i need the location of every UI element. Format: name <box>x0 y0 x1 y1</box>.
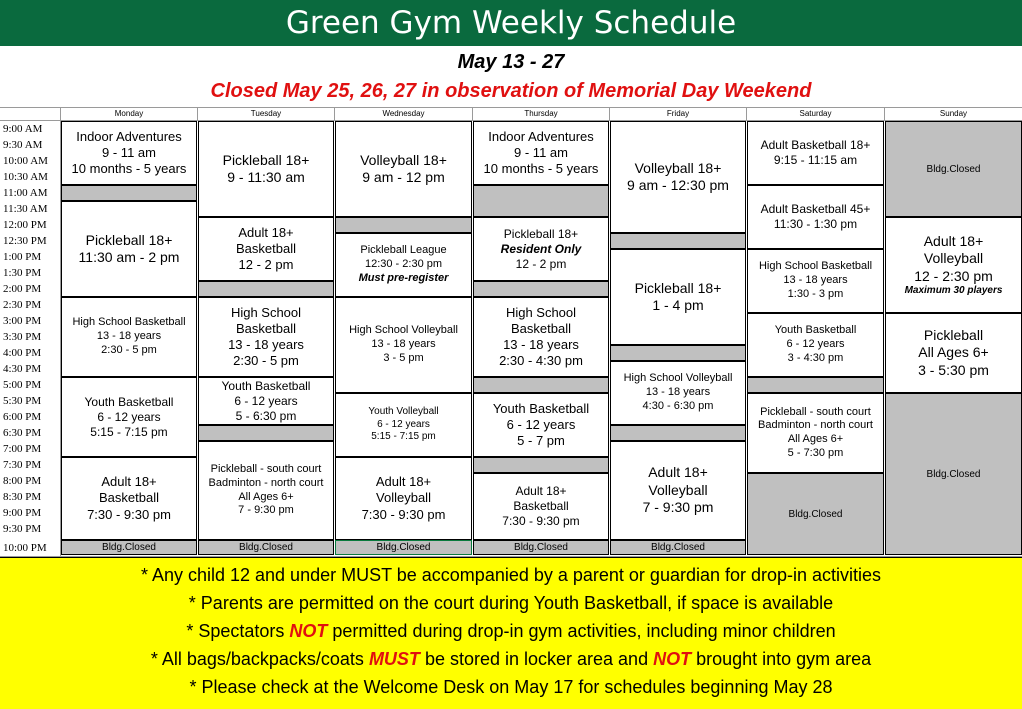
event-age: 6 - 12 years <box>506 416 576 432</box>
time-label: 10:00 AM <box>3 155 48 167</box>
event-age: All Ages 6+ <box>238 490 294 503</box>
time-label: 7:30 PM <box>3 459 42 471</box>
event-title: Pickleball - south court <box>210 463 322 475</box>
event-time: 12:30 - 2:30 pm <box>364 258 443 271</box>
event-title: Youth Volleyball <box>368 406 439 418</box>
event-monday-youth-basketball <box>61 377 197 457</box>
gap-block <box>198 281 334 297</box>
event-friday-pickleball <box>610 249 746 345</box>
event-title: Youth Basketball <box>84 394 174 409</box>
event-wednesday-youth-volleyball <box>335 393 472 457</box>
event-title: Pickleball <box>923 326 984 343</box>
bldg-closed-wednesday: Bldg.Closed <box>335 540 472 555</box>
event-time: 5:15 - 7:15 pm <box>90 424 168 439</box>
time-label: 8:30 PM <box>3 491 42 503</box>
event-wednesday-volleyball <box>335 121 472 217</box>
event-saturday-adult-basketball-45 <box>747 185 884 249</box>
note-emphasis: MUST <box>368 649 420 669</box>
event-tuesday-pickleball <box>198 121 334 217</box>
time-label: 2:30 PM <box>3 299 42 311</box>
event-wednesday-pickleball-league <box>335 233 472 297</box>
event-title: Volleyball 18+ <box>360 151 447 168</box>
event-time: 11:30 - 1:30 pm <box>773 217 858 231</box>
event-title: Youth Basketball <box>774 324 857 337</box>
event-time: 7:30 - 9:30 pm <box>87 506 171 522</box>
time-label: 6:00 PM <box>3 411 42 423</box>
note-bags <box>0 645 1022 673</box>
time-label: 10:00 PM <box>3 542 47 554</box>
event-title: Adult 18+ <box>648 464 708 481</box>
event-thursday-youth-basketball <box>473 393 609 457</box>
event-thursday-indoor-adventures <box>473 121 609 185</box>
event-age: 13 - 18 years <box>228 337 304 352</box>
event-tuesday-youth-basketball <box>198 377 334 425</box>
gap-block <box>747 377 884 393</box>
bldg-closed-thursday: Bldg.Closed <box>473 540 609 555</box>
note-child-supervision: * Any child 12 and under MUST be accompanied by a parent or guardian for drop-in activities <box>140 565 882 585</box>
event-age: 6 - 12 years <box>97 409 161 424</box>
event-sunday-pickleball <box>885 313 1022 393</box>
note-parents-court: * Parents are permitted on the court during Youth Basketball, if space is available <box>188 593 834 613</box>
event-time: 3 - 5 pm <box>383 351 424 364</box>
event-age: All Ages 6+ <box>918 344 989 361</box>
event-title: Pickleball 18+ <box>634 279 722 296</box>
day-header-sunday: Sunday <box>939 109 968 118</box>
event-monday-indoor-adventures <box>61 121 197 185</box>
schedule-grid <box>0 107 1022 557</box>
event-thursday-pickleball <box>473 217 609 281</box>
event-thursday-hs-basketball <box>473 297 609 377</box>
event-age: 13 - 18 years <box>503 337 579 352</box>
day-header-friday: Friday <box>666 109 690 118</box>
event-title: Pickleball 18+ <box>503 226 579 241</box>
event-title: Youth Basketball <box>221 378 311 393</box>
event-time: 9 am - 12:30 pm <box>627 177 729 193</box>
time-label: 11:30 AM <box>3 203 48 215</box>
gap-block <box>198 425 334 441</box>
day-header-saturday: Saturday <box>799 109 832 118</box>
event-age: 13 - 18 years <box>645 386 711 399</box>
event-time: 12 - 2 pm <box>515 256 567 271</box>
event-monday-adult-basketball <box>61 457 197 540</box>
bldg-closed-saturday-evening: Bldg.Closed <box>747 473 884 555</box>
event-title: Indoor Adventures <box>76 128 182 144</box>
event-time: 1:30 - 3 pm <box>787 287 844 300</box>
event-title: High School Basketball <box>758 260 873 273</box>
event-time: 12 - 2 pm <box>238 257 294 273</box>
event-friday-volleyball <box>610 121 746 233</box>
event-title: High School Basketball <box>72 316 186 329</box>
event-time: 7:30 - 9:30 pm <box>502 514 580 528</box>
event-title: Youth Basketball <box>492 400 590 416</box>
event-tuesday-pickleball-badminton <box>198 441 334 540</box>
day-header-wednesday: Wednesday <box>382 109 425 118</box>
event-title: High School <box>230 304 302 320</box>
time-label: 2:00 PM <box>3 283 42 295</box>
time-label: 3:30 PM <box>3 331 42 343</box>
gap-block <box>610 345 746 361</box>
event-time: 5 - 6:30 pm <box>235 408 297 423</box>
event-monday-pickleball <box>61 201 197 297</box>
event-title: Pickleball 18+ <box>222 151 310 168</box>
event-time: 12 - 2:30 pm <box>914 267 993 284</box>
event-age: 6 - 12 years <box>234 393 298 408</box>
event-title: Adult 18+ <box>923 232 984 249</box>
event-title: Pickleball - south court <box>760 405 871 418</box>
event-subtitle: Badminton - north court <box>758 419 873 432</box>
event-sport: Basketball <box>236 320 296 336</box>
event-sport: Basketball <box>99 490 159 506</box>
event-sunday-adult-volleyball <box>885 217 1022 313</box>
gap-block <box>473 185 609 217</box>
event-title: Adult Basketball 45+ <box>760 202 871 216</box>
event-title: Pickleball 18+ <box>85 231 173 248</box>
event-title: Pickleball League <box>360 244 447 257</box>
note-text: brought into gym area <box>691 649 872 669</box>
event-time: 5 - 7 pm <box>517 433 565 449</box>
gap-block <box>610 425 746 441</box>
notice-panel <box>0 557 1022 709</box>
event-monday-hs-basketball <box>61 297 197 377</box>
event-time: 7:30 - 9:30 pm <box>361 506 446 522</box>
time-label: 9:30 PM <box>3 523 42 535</box>
event-time: 1 - 4 pm <box>652 297 704 313</box>
event-friday-adult-volleyball <box>610 441 746 540</box>
gap-block <box>61 185 197 201</box>
event-tuesday-adult-basketball <box>198 217 334 281</box>
event-title: Adult 18+ <box>101 474 157 490</box>
event-age: 13 - 18 years <box>783 274 848 287</box>
bldg-closed-sunday-morning: Bldg.Closed <box>885 121 1022 217</box>
event-wednesday-hs-volleyball <box>335 297 472 393</box>
gap-block <box>473 457 609 473</box>
gap-block <box>473 281 609 297</box>
event-time: 7 - 9:30 pm <box>238 504 294 517</box>
event-time: 3 - 5:30 pm <box>918 361 989 378</box>
event-time: 5 - 7:30 pm <box>787 446 844 459</box>
time-label: 7:00 PM <box>3 443 42 455</box>
event-title: Adult 18+ <box>238 224 294 240</box>
event-wednesday-adult-volleyball <box>335 457 472 540</box>
date-range: May 13 - 27 <box>457 51 565 73</box>
event-time: 9:15 - 11:15 am <box>773 153 858 167</box>
event-age: All Ages 6+ <box>787 433 844 445</box>
event-saturday-hs-basketball <box>747 249 884 313</box>
time-label: 11:00 AM <box>3 187 48 199</box>
event-time: 2:30 - 5 pm <box>233 353 299 369</box>
event-title: Adult Basketball 18+ <box>760 138 871 152</box>
time-label: 3:00 PM <box>3 315 42 327</box>
time-label: 9:00 AM <box>3 123 43 135</box>
event-title: High School <box>505 304 577 320</box>
bldg-closed-sunday-evening: Bldg.Closed <box>885 393 1022 555</box>
event-sport: Basketball <box>236 240 296 256</box>
time-label: 1:30 PM <box>3 267 42 279</box>
note-spectators <box>0 617 1022 645</box>
time-label: 9:00 PM <box>3 507 42 519</box>
time-label: 12:30 PM <box>3 235 47 247</box>
time-label: 4:30 PM <box>3 363 42 375</box>
event-saturday-adult-basketball-18 <box>747 121 884 185</box>
bldg-closed-monday: Bldg.Closed <box>61 540 197 555</box>
event-time: 5:15 - 7:15 pm <box>371 431 436 443</box>
note-emphasis: NOT <box>653 649 692 669</box>
time-label: 8:00 PM <box>3 475 42 487</box>
bldg-closed-tuesday: Bldg.Closed <box>198 540 334 555</box>
time-label: 9:30 AM <box>3 139 43 151</box>
event-title: High School Volleyball <box>349 324 458 337</box>
closed-notice: Closed May 25, 26, 27 in observation of Memorial Day Weekend <box>210 80 812 102</box>
event-age: 13 - 18 years <box>96 330 162 343</box>
event-subtitle: Badminton - north court <box>208 476 324 489</box>
note-text: * Spectators <box>186 621 290 641</box>
note-welcome-desk: * Please check at the Welcome Desk on May 17 for schedules beginning May 28 <box>189 677 833 697</box>
event-time: 9 am - 12 pm <box>362 169 445 185</box>
event-age: 10 months - 5 years <box>483 161 599 177</box>
event-tuesday-hs-basketball <box>198 297 334 377</box>
note-text: permitted during drop-in gym activities, including minor children <box>327 621 836 641</box>
time-label: 6:30 PM <box>3 427 42 439</box>
event-thursday-adult-basketball <box>473 473 609 540</box>
event-sport: Volleyball <box>376 490 431 506</box>
event-time: 9 - 11:30 am <box>227 169 305 185</box>
time-label: 5:30 PM <box>3 395 42 407</box>
event-friday-hs-volleyball <box>610 361 746 425</box>
event-sport: Volleyball <box>923 250 984 266</box>
event-note: Resident Only <box>500 241 582 256</box>
time-label: 10:30 AM <box>3 171 48 183</box>
time-label: 5:00 PM <box>3 379 42 391</box>
time-label: 12:00 PM <box>3 219 47 231</box>
event-title: Adult 18+ <box>375 474 432 490</box>
event-age: 13 - 18 years <box>371 338 436 351</box>
event-title: High School Volleyball <box>623 372 733 385</box>
event-time: 7 - 9:30 pm <box>642 499 714 516</box>
event-title: Indoor Adventures <box>488 128 594 144</box>
day-header-monday: Monday <box>114 109 144 118</box>
bldg-closed-friday: Bldg.Closed <box>610 540 746 555</box>
page-title: Green Gym Weekly Schedule <box>0 0 1022 46</box>
event-time: 4:30 - 6:30 pm <box>642 399 714 412</box>
event-sport: Volleyball <box>648 481 708 498</box>
event-time: 9 - 11 am <box>514 144 568 160</box>
event-sport: Basketball <box>511 320 571 336</box>
event-time: 2:30 - 4:30 pm <box>499 353 583 369</box>
day-header-thursday: Thursday <box>524 109 558 118</box>
gap-block <box>473 377 609 393</box>
gap-block <box>335 217 472 233</box>
event-time: 2:30 - 5 pm <box>101 343 157 356</box>
day-header-tuesday: Tuesday <box>250 109 282 118</box>
event-age: 10 months - 5 years <box>71 161 187 177</box>
event-note: Maximum 30 players <box>904 285 1003 296</box>
time-label: 1:00 PM <box>3 251 42 263</box>
event-note: Must pre-register <box>358 271 449 284</box>
event-time: 3 - 4:30 pm <box>787 351 844 364</box>
event-time: 9 - 11 am <box>102 144 156 160</box>
event-title: Volleyball 18+ <box>634 159 722 176</box>
event-title: Adult 18+ <box>515 484 567 498</box>
event-sport: Basketball <box>513 499 569 513</box>
event-time: 11:30 am - 2 pm <box>78 249 180 265</box>
gap-block <box>610 233 746 249</box>
time-label: 4:00 PM <box>3 347 42 359</box>
event-age: 6 - 12 years <box>786 338 845 351</box>
note-text: * All bags/backpacks/coats <box>150 649 369 669</box>
event-age: 6 - 12 years <box>377 418 430 430</box>
event-saturday-youth-basketball <box>747 313 884 377</box>
event-saturday-pickleball-badminton <box>747 393 884 473</box>
note-emphasis: NOT <box>289 621 328 641</box>
note-text: be stored in locker area and <box>419 649 654 669</box>
